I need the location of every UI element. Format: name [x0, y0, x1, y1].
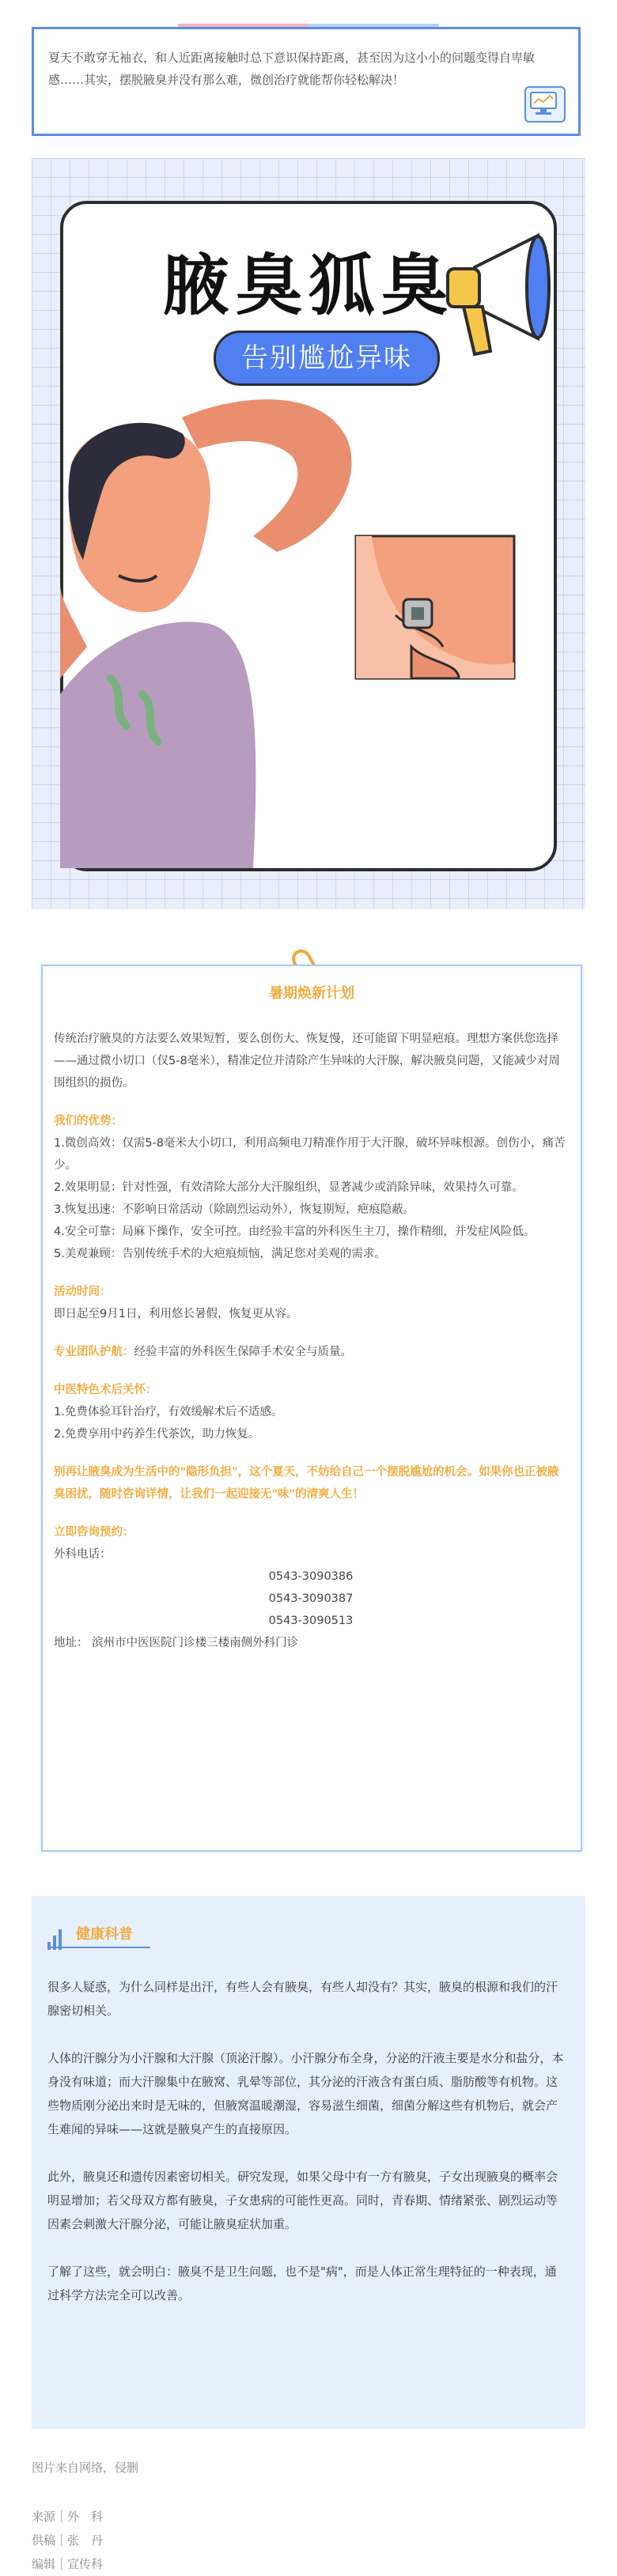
phone-number[interactable]: 0543-3090387 — [268, 1592, 354, 1605]
phone-number[interactable]: 0543-3090513 — [268, 1615, 354, 1627]
health-paragraph: 人体的汗腺分为小汗腺和大汗腺（顶泌汗腺）。小汗腺分布全身，分泌的汗液主要是水分和盐分，本身没有味道；而大汗腺集中在腋窝、乳晕等部位，其分泌的汗液含有蛋白质、脂肪酸等有机物。这些物质刚分泌出来时是无味的，但腋窝温暖潮湿，容易滋生细菌，细菌分解这些有机物后，就会产生难闻的异味——这就是腋臭产生的直接原因。 — [47, 2051, 564, 2136]
intro-text: 夏天不敢穿无袖衣，和人近距离接触时总下意识保持距离，甚至因为这小小的问题变得自卑敏感……其实，摆脱腋臭并没有那么难，微创治疗就能帮你轻松解决！ — [48, 51, 536, 87]
contact-heading: 立即咨询预约： — [54, 1526, 134, 1539]
address-text: 地址： 滨州市中医医院门诊楼三楼南侧外科门诊 — [54, 1637, 299, 1649]
advantage-item: 3.恢复迅速：不影响日常活动（除剧烈运动外），恢复期短，疤痕隐蔽。 — [54, 1203, 415, 1216]
time-heading: 活动时间： — [54, 1286, 112, 1298]
person-illustration — [60, 399, 351, 868]
team-text: 经验丰富的外科医生保障手术安全与质量。 — [134, 1346, 352, 1358]
credit-line: 编辑｜宣传科 — [32, 2557, 104, 2571]
tcm-heading: 中医特色术后关怀： — [54, 1384, 157, 1396]
advantage-item: 5.美观兼顾：告别传统手术的大疤痕烦恼，满足您对美观的需求。 — [54, 1248, 386, 1260]
credit-line: 供稿｜张 丹 — [32, 2533, 104, 2548]
hero-subtitle-pill: 告别尴尬异味 — [214, 330, 440, 386]
health-paragraph: 了解了这些，就会明白：腋臭不是卫生问题，也不是"病"，而是人体正常生理特征的一种表现，通过科学方法完全可以改善。 — [47, 2264, 557, 2302]
health-science-section — [32, 1896, 585, 2429]
callout-text: 别再让腋臭成为生活中的"隐形负担"，这个夏天，不妨给自己一个摆脱尴尬的机会。如果你也正被腋臭困扰，随时咨询详情，让我们一起迎接无"味"的清爽人生！ — [54, 1466, 559, 1501]
hero-card — [60, 201, 557, 871]
credit-line: 来源｜外 科 — [32, 2510, 104, 2524]
advantages-heading: 我们的优势： — [54, 1115, 123, 1127]
image-source-note: 图片来自网络，侵删 — [32, 2461, 139, 2475]
health-paragraph: 很多人疑惑，为什么同样是出汗，有些人会有腋臭，有些人却没有？其实，腋臭的根源和我们的汗腺密切相关。 — [47, 1980, 558, 2018]
advantage-item: 1.微创高效：仅需5-8毫米大小切口，利用高频电刀精准作用于大汗腺，破坏异味根源。创伤小，痛苦少。 — [54, 1137, 566, 1172]
health-paragraph: 此外，腋臭还和遗传因素密切相关。研究发现，如果父母中有一方有腋臭，子女出现腋臭的概率会明显增加；若父母双方都有腋臭，子女患病的可能性更高。同时，青春期、情绪紧张、剧烈运动等因素会刺激大汗腺分泌，可能让腋臭症状加重。 — [47, 2170, 558, 2231]
armpit-treatment-illustration — [356, 536, 514, 678]
plan-body — [54, 1028, 568, 1654]
plan-intro: 传统治疗腋臭的方法要么效果短暂，要么创伤大、恢复慢，还可能留下明显疤痕。理想方案供您选择——通过微小切口（仅5-8毫米），精准定位并清除产生异味的大汗腺，解决腋臭问题，又能减少对周围组织的损伤。 — [54, 1033, 560, 1090]
phone-label: 外科电话： — [54, 1548, 112, 1561]
health-title-underline — [47, 1947, 150, 1948]
health-title: 健康科普 — [76, 1926, 133, 1943]
tcm-item: 1.免费体验耳针治疗，有效缓解术后不适感。 — [54, 1406, 283, 1418]
computer-icon — [524, 86, 566, 123]
tcm-item: 2.免费享用中药养生代茶饮，助力恢复。 — [54, 1428, 260, 1441]
team-heading: 专业团队护航： — [54, 1346, 134, 1358]
advantage-item: 4.安全可靠：局麻下操作，安全可控。由经验丰富的外科医生主刀，操作精细，并发症风险低。 — [54, 1226, 536, 1238]
credits — [32, 2505, 103, 2576]
hero-image — [32, 158, 585, 909]
summer-plan-card — [41, 965, 582, 1852]
health-body — [47, 1975, 565, 2331]
intro-box — [32, 27, 581, 136]
advantage-item: 2.效果明显：针对性强，有效清除大部分大汗腺组织，显著减少或消除异味，效果持久可靠。 — [54, 1181, 524, 1194]
phone-number[interactable]: 0543-3090386 — [268, 1570, 354, 1583]
plan-title: 暑期焕新计划 — [269, 985, 354, 1002]
time-text: 即日起至9月1日，利用悠长暑假，恢复更从容。 — [54, 1308, 298, 1320]
hero-title: 腋臭狐臭 — [162, 246, 454, 324]
